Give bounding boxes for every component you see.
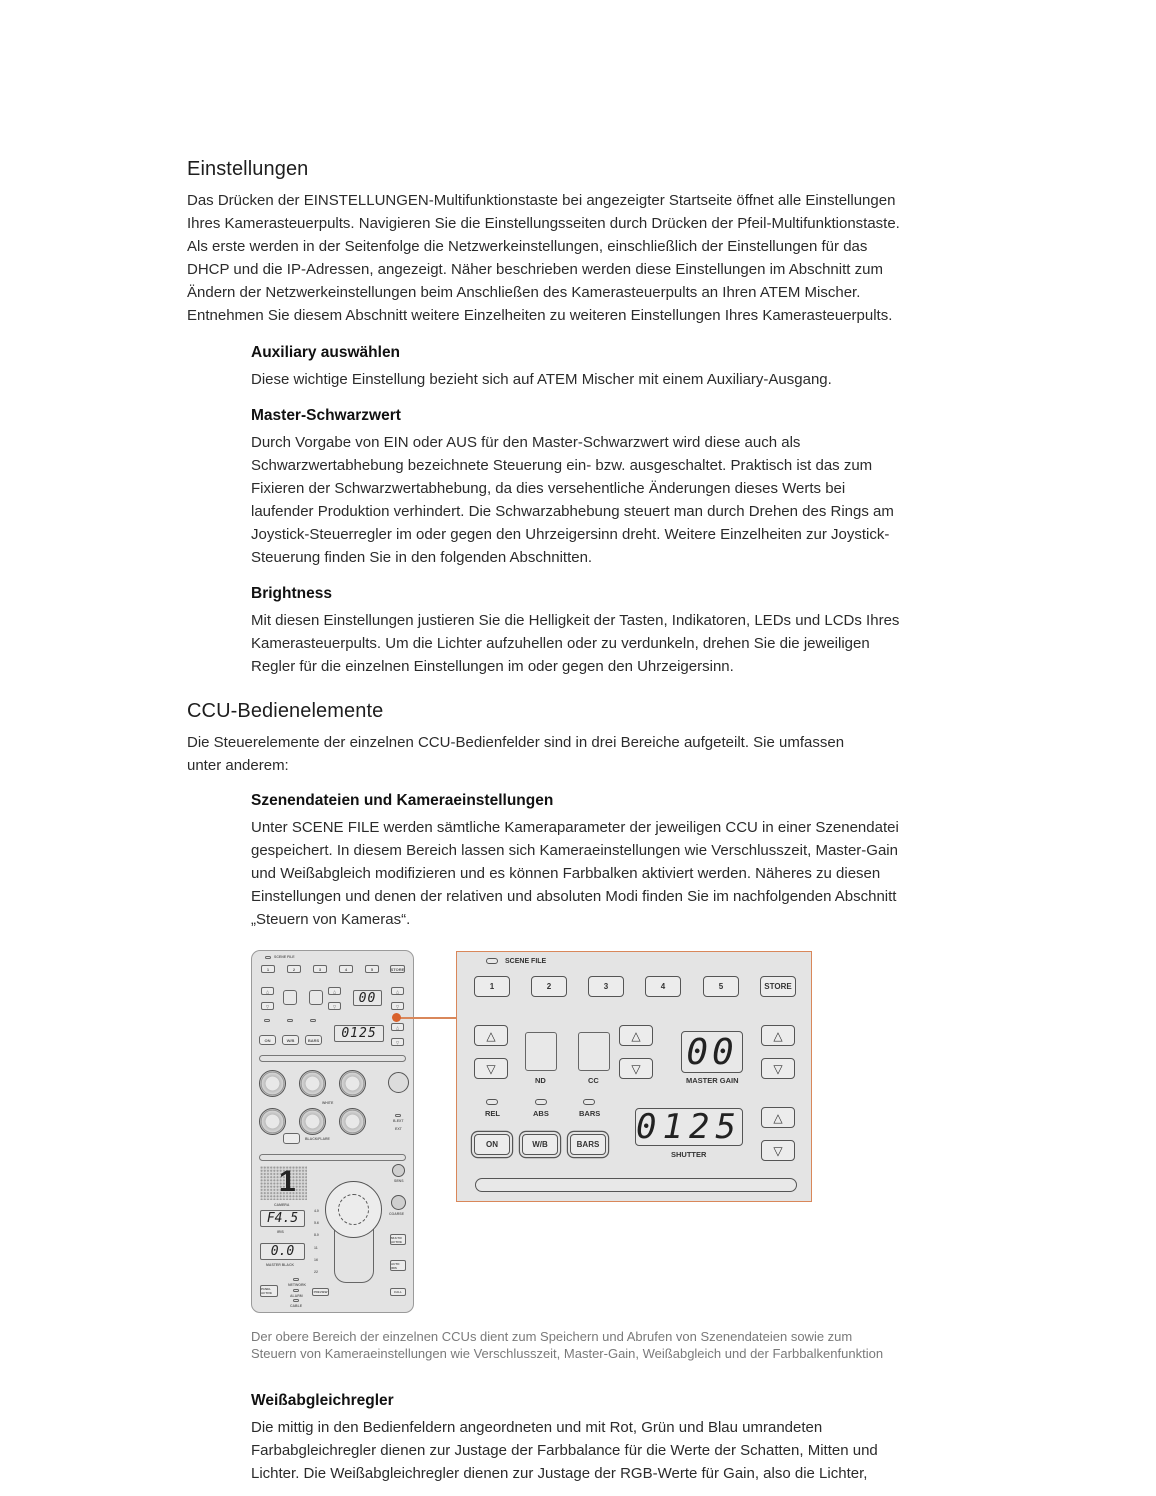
scene-button-3: 3 — [313, 965, 327, 973]
down-arrow-icon: ▽ — [773, 1061, 783, 1076]
iris-scale-16: 16 — [314, 1258, 318, 1262]
camera-label: CAMERA — [274, 1203, 290, 1207]
shutter-up-icon: △ — [391, 1023, 404, 1031]
scene-file-led — [265, 956, 271, 959]
scene-button-3: 3 — [588, 976, 624, 997]
master-black-display: 0.0 — [260, 1243, 305, 1260]
nd-indicator — [283, 990, 297, 1005]
section-heading-einstellungen: Einstellungen — [187, 158, 309, 180]
black-red-knob — [259, 1108, 286, 1135]
nd-down-button — [474, 1058, 508, 1079]
cc-down-button — [619, 1058, 653, 1079]
coarse-knob — [391, 1195, 406, 1210]
cc-up-icon: △ — [328, 987, 341, 995]
iris-display: F4.5 — [260, 1210, 305, 1227]
cc-indicator — [578, 1032, 610, 1071]
bars-button: BARS — [570, 1134, 606, 1155]
gain-down-icon: ▽ — [391, 1002, 404, 1010]
ccu-detail-panel — [456, 951, 812, 1202]
cc-up-button — [619, 1025, 653, 1046]
cable-label: CABLE — [290, 1304, 303, 1308]
rel-led — [486, 1099, 498, 1105]
down-arrow-icon: ▽ — [486, 1061, 496, 1076]
master-gain-down-button — [761, 1058, 795, 1079]
nd-label: ND — [535, 1076, 546, 1085]
iris-scale-11: 11 — [314, 1246, 318, 1250]
bars-indicator-label: BARS — [579, 1109, 601, 1118]
shutter-display: 0125 — [636, 1107, 742, 1147]
scene-button-5: 5 — [703, 976, 739, 997]
subheading-weissabgleichregler: Weißabgleichregler — [251, 1392, 394, 1409]
rel-led — [264, 1019, 270, 1022]
nd-up-icon: △ — [261, 987, 274, 995]
call-button: CALL — [390, 1288, 406, 1296]
black-flare-label: BLACK/FLARE — [305, 1137, 330, 1141]
scene-button-5: 5 — [365, 965, 379, 973]
iris-scale-5-6: 5.6 — [314, 1221, 319, 1225]
slider-slot-bottom — [259, 1154, 406, 1161]
callout-dot — [392, 1013, 401, 1022]
coarse-label: COARSE — [389, 1212, 404, 1216]
bars-button: BARS — [305, 1035, 322, 1045]
subheading-master-schwarzwert: Master-Schwarzwert — [251, 407, 401, 424]
white-label: WHITE — [322, 1101, 334, 1105]
szenendateien-paragraph: Unter SCENE FILE werden sämtliche Kameraparameter der jeweiligen CCU in einer Szenendatei gespeichert. In diesem Bereich lassen sich Kameraeinstellungen wie Verschlusszeit, Master-Gain und Weißabgleich modifizieren und es können Farbbalken aktiviert werden. Näheres zu diesen Einstellungen und denen der relativen und absoluten Modi finden Sie im nachfolgenden Abschnitt „Steuern von Kameras“. — [251, 819, 899, 928]
alarm-label: ALARM — [290, 1294, 303, 1298]
shutter-display: 0125 — [334, 1025, 384, 1042]
scene-file-label: SCENE FILE — [505, 958, 547, 965]
alarm-led — [293, 1289, 299, 1292]
callout-leader-line — [396, 1017, 457, 1019]
master-gain-label: MASTER GAIN — [686, 1076, 739, 1085]
scene-button-4: 4 — [339, 965, 353, 973]
subheading-szenendateien: Szenendateien und Kameraeinstellungen — [251, 792, 554, 809]
weissabgleich-paragraph: Die mittig in den Bedienfeldern angeordneten und mit Rot, Grün und Blau umrandeten Farbabgleichregler dienen zur Justage der Farbbalance für die Werte der Schatten, Mitten und Lichter. Die Weißabgleichregler dienen zur Justage der RGB-Werte für Gain, also die Lichter, — [251, 1419, 878, 1482]
gain-up-icon: △ — [391, 987, 404, 995]
bars-led — [310, 1019, 316, 1022]
cc-label: CC — [588, 1076, 599, 1085]
ccu-overview-panel — [251, 950, 414, 1313]
wb-button: W/B — [282, 1035, 299, 1045]
section-heading-ccu: CCU-Bedienelemente — [187, 700, 384, 722]
subheading-auxiliary: Auxiliary auswählen — [251, 344, 401, 361]
black-blue-knob — [339, 1108, 366, 1135]
iris-scale-8: 8.0 — [314, 1233, 319, 1237]
multic-active-button: MULTIC ACTIVE — [390, 1234, 406, 1245]
shutter-label: SHUTTER — [671, 1150, 707, 1159]
wb-button: W/B — [522, 1134, 558, 1155]
bars-led — [583, 1099, 595, 1105]
brightness-paragraph: Mit diesen Einstellungen justieren Sie die Helligkeit der Tasten, Indikatoren, LEDs und LCDs Ihres Kamerasteuerpults. Um die Lichter aufzuhellen oder zu verdunkeln, drehen Sie die jeweiligen Regler für die einzelnen Einstellungen im oder gegen den Uhrzeigersinn. — [251, 612, 900, 675]
auto-iris-button: AUTO IRIS — [390, 1260, 406, 1271]
down-arrow-icon: ▽ — [773, 1143, 783, 1158]
master-gain-display: 00 — [681, 1031, 743, 1073]
white-green-knob — [299, 1070, 326, 1097]
master-black-label: MASTER BLACK — [266, 1263, 294, 1267]
store-button: STORE — [760, 976, 796, 997]
nd-down-icon: ▽ — [261, 1002, 274, 1010]
auxiliary-paragraph: Diese wichtige Einstellung bezieht sich auf ATEM Mischer mit einem Auxiliary-Ausgang. — [251, 371, 832, 388]
luma-knob — [388, 1072, 409, 1093]
on-button: ON — [474, 1134, 510, 1155]
panel-active-button: PANEL ACTIVE — [260, 1285, 278, 1297]
nd-up-button — [474, 1025, 508, 1046]
store-button: STORE — [390, 966, 405, 972]
up-arrow-icon: △ — [773, 1028, 783, 1043]
cable-led — [293, 1299, 299, 1302]
scene-button-1: 1 — [261, 965, 275, 973]
b-ext-label: B-EXT — [393, 1119, 404, 1123]
joystick-knob — [338, 1194, 369, 1225]
camera-number: 1 — [279, 1165, 296, 1198]
on-button: ON — [259, 1035, 276, 1045]
slider-slot-top — [259, 1055, 406, 1062]
master-gain-display: 00 — [353, 990, 382, 1006]
cc-down-icon: ▽ — [328, 1002, 341, 1010]
abs-led — [535, 1099, 547, 1105]
iris-scale-4: 4.0 — [314, 1209, 319, 1213]
figure-caption: Der obere Bereich der einzelnen CCUs dient zum Speichern und Abrufen von Szenendateien sowie zum Steuern von Kameraeinstellungen wie Verschlusszeit, Master-Gain, Weißabgleich und der Farbbalkenfunktion — [251, 1329, 884, 1361]
sens-knob — [392, 1164, 405, 1177]
subheading-brightness: Brightness — [251, 585, 332, 602]
iris-label: IRIS — [277, 1230, 284, 1234]
abs-led — [287, 1019, 293, 1022]
rel-label: REL — [485, 1109, 500, 1118]
network-label: NETWORK — [288, 1283, 307, 1287]
slider-slot — [475, 1178, 797, 1192]
shutter-up-button — [761, 1107, 795, 1128]
up-arrow-icon: △ — [773, 1110, 783, 1125]
scene-button-2: 2 — [287, 965, 301, 973]
master-schwarzwert-paragraph: Durch Vorgabe von EIN oder AUS für den Master-Schwarzwert wird diese auch als Schwarzwertabhebung bezeichnete Steuerung ein- bzw. ausgeschaltet. Praktisch ist das zum Fixieren der Schwarzwertabhebung, da dies versehentliche Änderungen dieses Werts bei laufender Produktion verhindert. Die Schwarzabhebung steuert man durch Drehen des Rings am Joystick-Steuerregler im oder gegen den Uhrzeigersinn dreht. Weitere Einzelheiten zur Joystick- Steuerung finden Sie in den folgenden Abschnitten. — [251, 434, 894, 566]
iris-scale-22: 22 — [314, 1270, 318, 1274]
nd-indicator — [525, 1032, 557, 1071]
scene-button-1: 1 — [474, 976, 510, 997]
sens-label: SENS — [394, 1179, 404, 1183]
up-arrow-icon: △ — [631, 1028, 641, 1043]
ext-label: EXT — [395, 1127, 402, 1131]
preview-button: PREVIEW — [313, 1290, 328, 1294]
scene-button-2: 2 — [531, 976, 567, 997]
einstellungen-paragraph: Das Drücken der EINSTELLUNGEN-Multifunktionstaste bei angezeigter Startseite öffnet alle Einstellungen Ihres Kamerasteuerpults. Navigieren Sie die Einstellungsseiten durch Drücken der Pfeil-Multifunktionstaste. Als erste werden in der Seitenfolge die Netzwerkeinstellungen, einschließlich der Einstellungen für das DHCP und die IP-Adressen, angezeigt. Näher beschrieben werden diese Einstellungen im Abschnitt zum Ändern der Netzwerkeinstellungen beim Anschließen des Kamerasteuerpults an Ihren ATEM Mischer. Entnehmen Sie diesem Abschnitt weitere Einzelheiten zu weiteren Einstellungen Ihres Kamerasteuerpults. — [187, 192, 900, 324]
black-flare-button — [283, 1133, 300, 1144]
white-blue-knob — [339, 1070, 366, 1097]
up-arrow-icon: △ — [486, 1028, 496, 1043]
master-gain-up-button — [761, 1025, 795, 1046]
cc-indicator — [309, 990, 323, 1005]
ccu-paragraph: Die Steuerelemente der einzelnen CCU-Bedienfelder sind in drei Bereiche aufgeteilt. Sie umfassen unter anderem: — [187, 734, 845, 774]
shutter-down-button — [761, 1140, 795, 1161]
abs-label: ABS — [533, 1109, 549, 1118]
scene-button-4: 4 — [645, 976, 681, 997]
network-led — [293, 1278, 299, 1281]
down-arrow-icon: ▽ — [631, 1061, 641, 1076]
white-red-knob — [259, 1070, 286, 1097]
shutter-down-icon: ▽ — [391, 1038, 404, 1046]
scene-file-led — [486, 958, 498, 964]
b-ext-led — [395, 1114, 401, 1117]
black-green-knob — [299, 1108, 326, 1135]
scene-file-label: SCENE FILE — [274, 955, 295, 959]
